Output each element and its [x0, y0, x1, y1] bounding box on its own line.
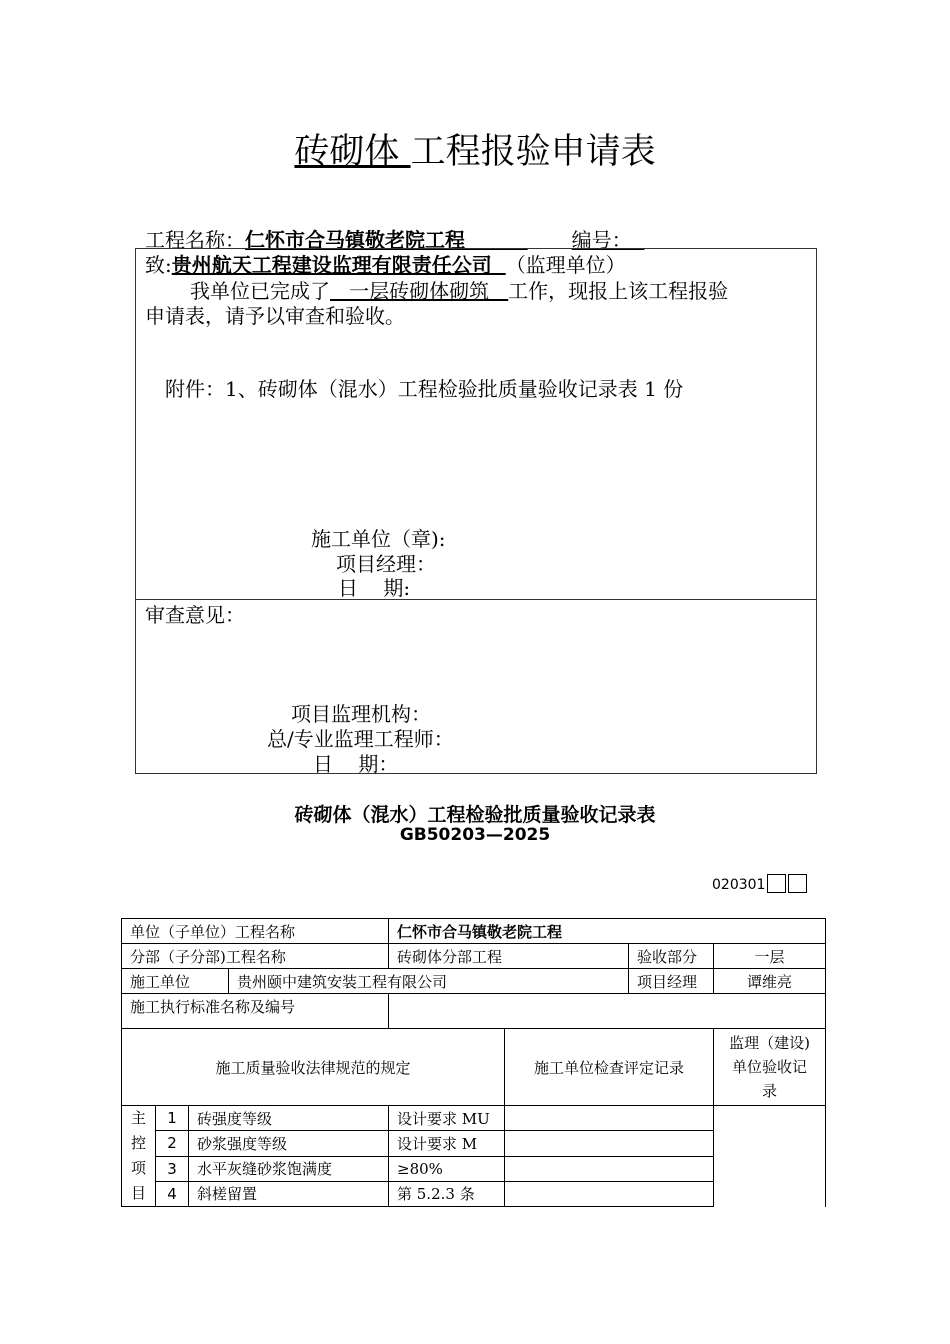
contractor-label: 施工单位 — [122, 969, 229, 994]
to-prefix: 致: — [145, 253, 172, 277]
item-name: 水平灰缝砂浆饱满度 — [189, 1156, 389, 1181]
code-box-1 — [767, 874, 786, 893]
record-code — [712, 874, 807, 893]
check-header: 施工单位检查评定记录 — [505, 1029, 714, 1106]
item-name: 砂浆强度等级 — [189, 1131, 389, 1156]
item-requirement: 设计要求 M — [389, 1131, 505, 1156]
completion-prefix: 我单位已完成了 — [190, 279, 330, 303]
std-label: 施工执行标准名称及编号 — [122, 994, 389, 1029]
application-date-label: 日 期: — [338, 576, 411, 600]
request-line: 申请表，请予以审查和验收。 — [145, 304, 405, 328]
spec-header: 施工质量验收法律规范的规定 — [122, 1029, 505, 1106]
item-name: 斜槎留置 — [189, 1181, 389, 1206]
attachment-line: 附件：1、砖砌体（混水）工程检验批质量验收记录表 1 份 — [165, 377, 684, 401]
item-check — [505, 1106, 714, 1131]
contractor-value: 贵州颐中建筑安装工程有限公司 — [229, 969, 629, 994]
completion-suffix: 工作，现报上该工程报验 — [508, 279, 729, 303]
main-control-label — [122, 1106, 156, 1207]
item-check — [505, 1156, 714, 1181]
supervision-engineer-label: 总/专业监理工程师： — [267, 727, 454, 751]
to-line — [145, 249, 626, 278]
review-date-label: 日 期： — [313, 752, 399, 776]
record-standard: GB50203—2025 — [399, 825, 551, 845]
supervisor-header-l2: 单位验收记 — [731, 1058, 807, 1076]
project-name-label: 工程名称： — [145, 228, 245, 252]
number-label: 编号： — [571, 228, 645, 252]
item-name: 砖强度等级 — [189, 1106, 389, 1131]
unit-name-value: 仁怀市合马镇敬老院工程 — [389, 919, 826, 944]
supervision-org-label: 项目监理机构： — [291, 702, 431, 726]
supervisor-record-cell — [714, 1106, 826, 1207]
main-label-char: 项 — [130, 1159, 146, 1177]
main-label-char: 主 — [130, 1109, 146, 1127]
supervisor-header — [714, 1029, 826, 1106]
supervisor-company: 贵州航天工程建设监理有限责任公司 — [171, 253, 506, 277]
item-requirement: 第 5.2.3 条 — [389, 1181, 505, 1206]
review-opinion-label: 审查意见： — [145, 603, 245, 627]
supervisor-header-l1: 监理（建设) — [729, 1034, 810, 1052]
std-value — [389, 994, 826, 1029]
main-label-char: 控 — [130, 1134, 146, 1152]
item-requirement: 设计要求 MU — [389, 1106, 505, 1131]
item-check — [505, 1181, 714, 1206]
table-row — [122, 1106, 826, 1131]
completed-work: 一层砖砌体砌筑 — [330, 279, 509, 303]
record-code-text: 020301 — [712, 877, 766, 893]
application-box — [135, 248, 817, 600]
item-requirement: ≥80% — [389, 1156, 505, 1181]
sub-name-label: 分部（子分部)工程名称 — [122, 944, 389, 969]
record-title: 砖砌体（混水）工程检验批质量验收记录表 — [294, 804, 656, 826]
supervisor-header-l3: 录 — [761, 1082, 777, 1100]
project-name-value: 仁怀市合马镇敬老院工程 — [245, 228, 528, 252]
unit-name-label: 单位（子单位）工程名称 — [122, 919, 389, 944]
contractor-seal-label: 施工单位（章): — [311, 527, 446, 551]
item-no: 3 — [156, 1156, 189, 1181]
item-no: 2 — [156, 1131, 189, 1156]
pm-label: 项目经理 — [629, 969, 714, 994]
part-value: 一层 — [714, 944, 826, 969]
item-no: 1 — [156, 1106, 189, 1131]
page-title — [0, 124, 950, 174]
main-label-char: 目 — [130, 1184, 146, 1202]
project-manager-label: 项目经理： — [336, 552, 436, 576]
item-no: 4 — [156, 1181, 189, 1206]
record-table — [121, 918, 826, 1207]
item-check — [505, 1131, 714, 1156]
review-box — [135, 598, 817, 774]
title-rest: 工程报验申请表 — [410, 132, 656, 172]
title-underlined: 砖砌体 — [294, 132, 411, 172]
sub-name-value: 砖砌体分部工程 — [389, 944, 629, 969]
supervisor-suffix: （监理单位） — [505, 253, 626, 277]
pm-value: 谭维亮 — [714, 969, 826, 994]
part-label: 验收部分 — [629, 944, 714, 969]
code-box-2 — [788, 874, 807, 893]
